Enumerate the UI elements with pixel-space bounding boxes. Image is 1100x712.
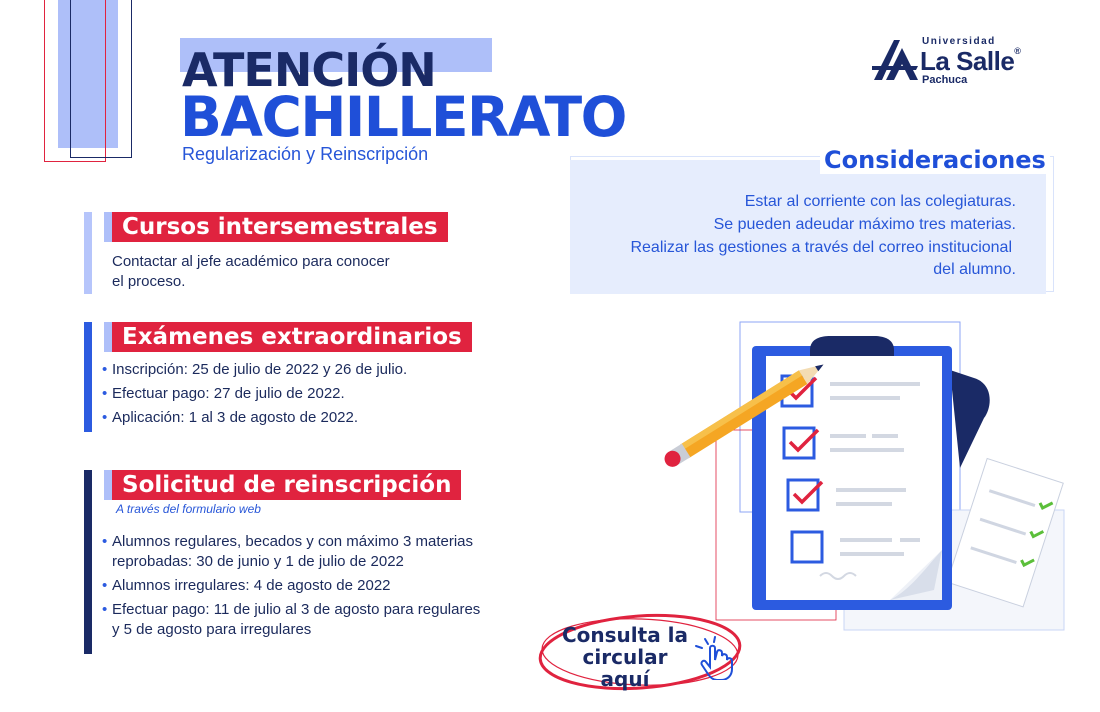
cursos-text: Contactar al jefe académico para conocer el proceso. (112, 253, 390, 290)
logo-name: La Salle® (920, 46, 1021, 76)
list-item: • Efectuar pago: 27 de julio de 2022. (102, 384, 482, 404)
list-item: • Efectuar pago: 11 de julio al 3 de agosto para regulares y 5 de agosto para irregulares (102, 600, 502, 640)
list-item: • Inscripción: 25 de julio de 2022 y 26 de julio. (102, 360, 482, 380)
decorative-frame-navy (70, 0, 132, 158)
list-item: • Alumnos irregulares: 4 de agosto de 2022 (102, 576, 502, 596)
logo-university-label: Universidad (922, 36, 996, 47)
page-subtitle: Regularización y Reinscripción (182, 144, 429, 164)
section-bar-cursos (84, 212, 92, 294)
section-title-solicitud: Solicitud de reinscripción (112, 470, 461, 500)
section-bar-examenes (84, 322, 92, 432)
consulta-circular-link[interactable]: Consulta la circular aquí (561, 623, 689, 691)
consideraciones-title: Consideraciones (820, 146, 1050, 174)
clipboard-checklist-illustration-icon (660, 320, 1080, 640)
solicitud-via-note: A través del formulario web (116, 502, 261, 516)
consideracion-line: del alumno. (933, 261, 1016, 278)
hand-pointer-icon[interactable] (694, 636, 742, 680)
section-bar-solicitud (84, 470, 92, 654)
section-title-examenes: Exámenes extraordinarios (112, 322, 472, 352)
list-item: • Alumnos regulares, becados y con máximo 3 materias reprobadas: 30 de junio y 1 de julio de 2022 (102, 532, 502, 572)
consideracion-line: Se pueden adeudar máximo tres materias. (713, 216, 1016, 233)
logo-city: Pachuca (922, 74, 968, 86)
consideracion-line: Estar al corriente con las colegiaturas. (744, 193, 1016, 210)
page-title-line2: BACHILLERATO (180, 85, 626, 149)
page-title-line1: ATENCIÓN (182, 43, 436, 97)
examenes-list (102, 360, 482, 432)
section-title-cursos: Cursos intersemestrales (112, 212, 448, 242)
list-item: • Aplicación: 1 al 3 de agosto de 2022. (102, 408, 482, 428)
solicitud-list (102, 532, 502, 644)
consideracion-line: Realizar las gestiones a través del correo institucional (630, 239, 1012, 256)
